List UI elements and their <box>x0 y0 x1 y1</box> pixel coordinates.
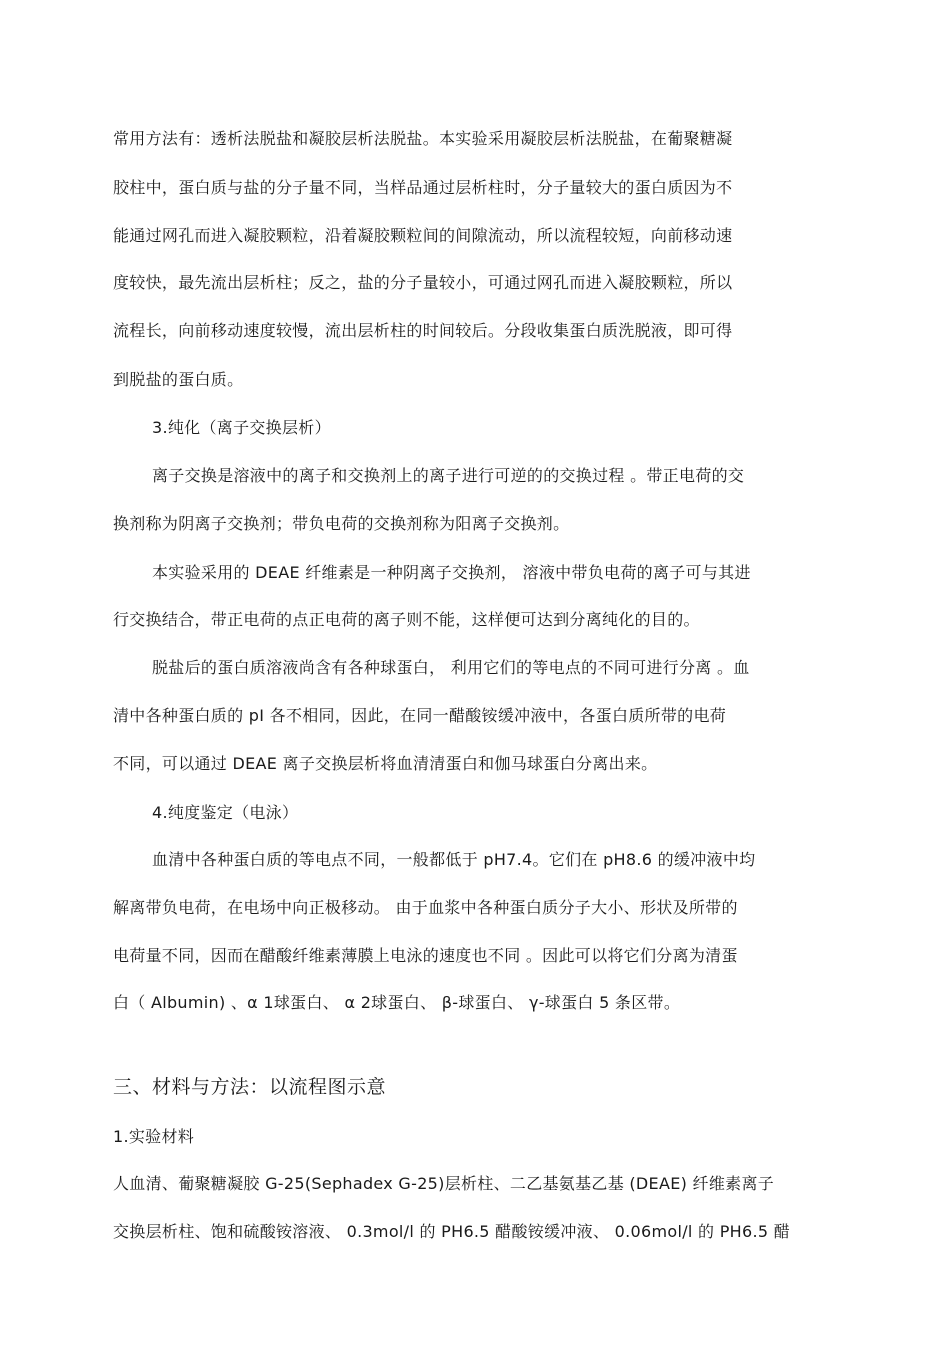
text-line: 交换层析柱、饱和硫酸铵溶液、 0.3mol/l 的 PH6.5 醋酸铵缓冲液、 0.06mol/l 的 PH6.5 醋 <box>113 1222 791 1241</box>
text-line: 能通过网孔而进入凝胶颗粒，沿着凝胶颗粒间的间隙流动，所以流程较短，向前移动速 <box>113 226 733 245</box>
text-line: 换剂称为阴离子交换剂；带负电荷的交换剂称为阳离子交换剂。 <box>113 514 570 533</box>
text-line: 常用方法有：透析法脱盐和凝胶层析法脱盐。本实验采用凝胶层析法脱盐，在葡聚糖凝 <box>113 129 733 148</box>
text-line: 血清中各种蛋白质的等电点不同，一般都低于 pH7.4。它们在 pH8.6 的缓冲液中均 <box>152 850 756 869</box>
text-line: 解离带负电荷，在电场中向正极移动。 由于血浆中各种蛋白质分子大小、形状及所带的 <box>113 898 738 917</box>
text-line: 电荷量不同，因而在醋酸纤维素薄膜上电泳的速度也不同 。因此可以将它们分离为清蛋 <box>113 946 738 965</box>
text-line: 度较快，最先流出层析柱；反之，盐的分子量较小，可通过网孔而进入凝胶颗粒，所以 <box>113 273 733 292</box>
text-line: 胶柱中，蛋白质与盐的分子量不同，当样品通过层析柱时，分子量较大的蛋白质因为不 <box>113 178 733 197</box>
subsection-heading-materials: 1.实验材料 <box>113 1127 195 1146</box>
section-heading-materials-methods: 三、材料与方法：以流程图示意 <box>113 1076 387 1098</box>
text-line: 人血清、葡聚糖凝胶 G-25(Sephadex G-25)层析柱、二乙基氨基乙基 (DEAE) 纤维素离子 <box>113 1174 775 1193</box>
text-line: 离子交换是溶液中的离子和交换剂上的离子进行可逆的的交换过程 。带正电荷的交 <box>152 466 745 485</box>
text-line: 本实验采用的 DEAE 纤维素是一种阴离子交换剂， 溶液中带负电荷的离子可与其进 <box>152 563 751 582</box>
text-line: 流程长，向前移动速度较慢，流出层析柱的时间较后。分段收集蛋白质洗脱液，即可得 <box>113 321 733 340</box>
text-line: 不同，可以通过 DEAE 离子交换层析将血清清蛋白和伽马球蛋白分离出来。 <box>113 754 658 773</box>
text-line: 脱盐后的蛋白质溶液尚含有各种球蛋白， 利用它们的等电点的不同可进行分离 。血 <box>152 658 750 677</box>
text-line: 到脱盐的蛋白质。 <box>113 370 244 389</box>
text-line: 清中各种蛋白质的 pI 各不相同，因此，在同一醋酸铵缓冲液中，各蛋白质所带的电荷 <box>113 706 727 725</box>
subsection-heading-purification: 3.纯化（离子交换层析） <box>152 418 331 437</box>
text-line: 行交换结合，带正电荷的点正电荷的离子则不能，这样便可达到分离纯化的目的。 <box>113 610 700 629</box>
subsection-heading-purity: 4.纯度鉴定（电泳） <box>152 803 299 822</box>
text-line: 白（ Albumin) 、α 1球蛋白、 α 2球蛋白、 β-球蛋白、 γ-球蛋白 5 条区带。 <box>113 993 681 1012</box>
